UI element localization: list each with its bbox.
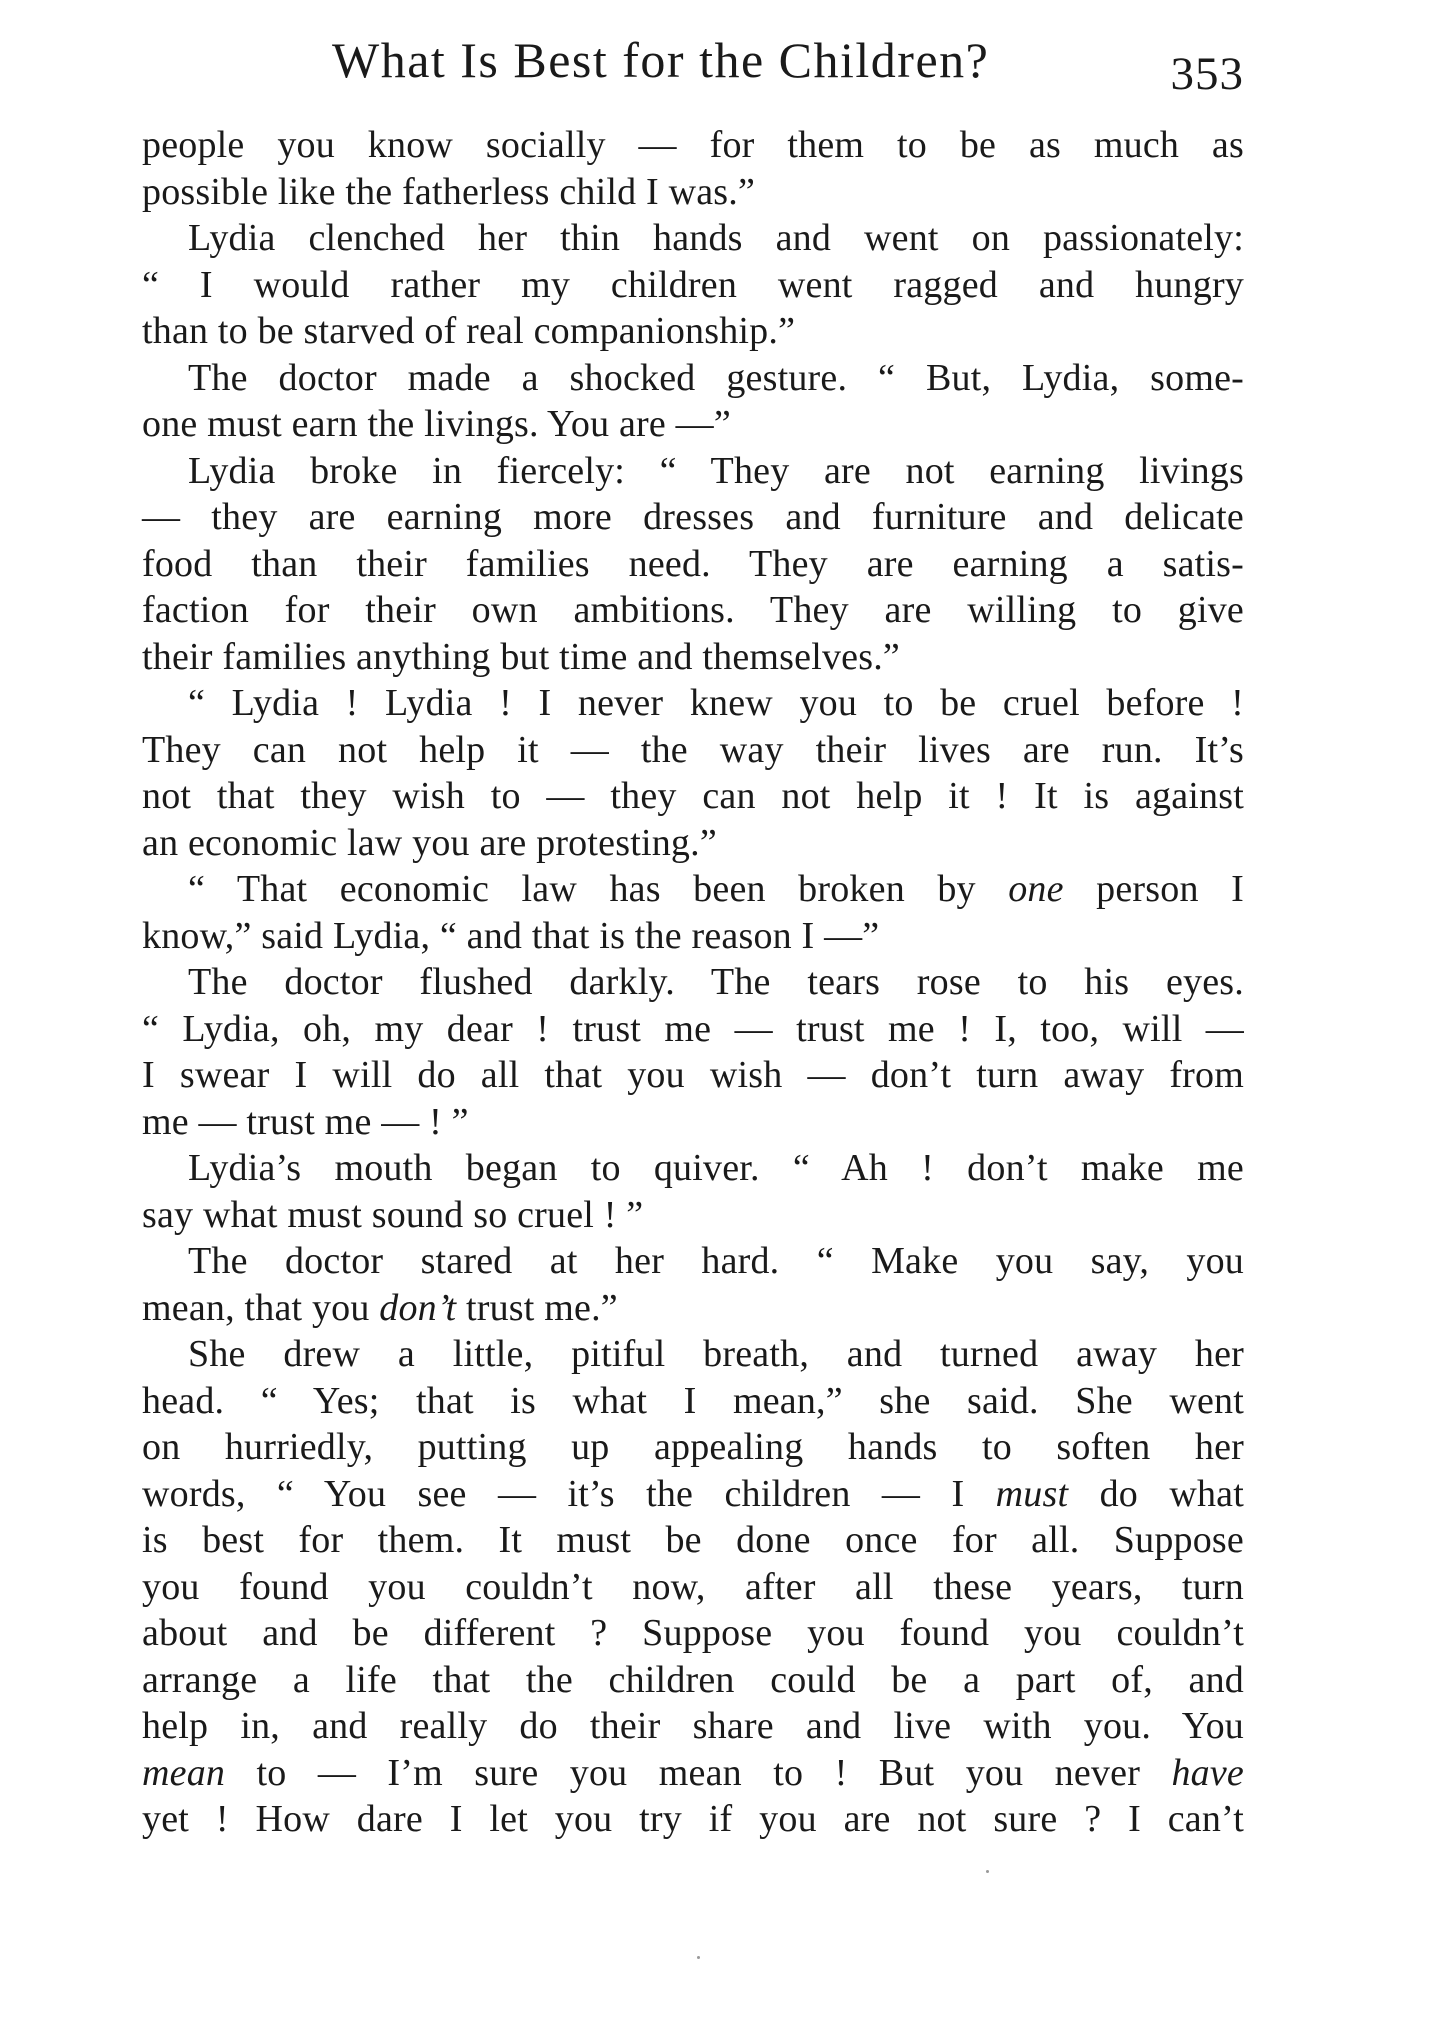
text-line: say what must sound so cruel ! ” <box>142 1193 644 1236</box>
text-line: one must earn the livings. You are —” <box>142 403 731 445</box>
text-line: me — trust me — ! ” <box>142 1100 469 1143</box>
text-line: on hurriedly, putting up appealing hands to soften her <box>142 1426 1244 1468</box>
running-title: What Is Best for the Children? <box>332 32 990 88</box>
text-line: people you know socially — for them to be as much as <box>142 124 1244 166</box>
book-page <box>142 30 1244 1843</box>
text-line: an economic law you are protesting.” <box>142 821 717 864</box>
text-line: They can not help it — the way their lives are run. It’s <box>142 728 1244 771</box>
text-line: Lydia clenched her thin hands and went on passionately: <box>188 217 1244 259</box>
text-line: The doctor made a shocked gesture. “ But, Lydia, some- <box>188 356 1244 399</box>
text-line: mean to — I’m sure you mean to ! But you never have <box>142 1751 1244 1794</box>
text-line: The doctor stared at her hard. “ Make you say, you <box>188 1240 1244 1282</box>
text-line: “ That economic law has been broken by one person I <box>188 868 1244 910</box>
text-line: mean, that you don’t trust me.” <box>142 1286 618 1329</box>
running-head <box>142 30 1244 122</box>
text-line: help in, and really do their share and live with you. You <box>142 1705 1244 1747</box>
text-line: words, “ You see — it’s the children — I must do what <box>142 1472 1244 1515</box>
text-line: I swear I will do all that you wish — don’t turn away from <box>142 1054 1244 1096</box>
text-line: possible like the fatherless child I was.” <box>142 170 756 213</box>
text-line: than to be starved of real companionship.” <box>142 310 796 352</box>
body-text <box>142 122 1244 1843</box>
text-line: not that they wish to — they can not help it ! It is against <box>142 775 1244 817</box>
text-line: Lydia broke in fiercely: “ They are not earning livings <box>188 449 1244 492</box>
text-line: The doctor flushed darkly. The tears rose to his eyes. <box>188 961 1244 1003</box>
text-line: faction for their own ambitions. They are willing to give <box>142 589 1244 631</box>
text-line: — they are earning more dresses and furniture and delicate <box>142 496 1244 538</box>
text-line: arrange a life that the children could be a part of, and <box>142 1658 1244 1701</box>
text-line: about and be different ? Suppose you found you couldn’t <box>142 1612 1244 1654</box>
text-line: “ Lydia, oh, my dear ! trust me — trust me ! I, too, will — <box>142 1007 1244 1050</box>
text-line: “ Lydia ! Lydia ! I never knew you to be cruel before ! <box>188 682 1244 724</box>
page-number: 353 <box>1170 48 1244 100</box>
text-line: is best for them. It must be done once for all. Suppose <box>142 1519 1244 1561</box>
text-line: their families anything but time and themselves.” <box>142 635 900 678</box>
paper-speck <box>697 1956 700 1959</box>
text-line: She drew a little, pitiful breath, and turned away her <box>188 1333 1244 1375</box>
text-line: yet ! How dare I let you try if you are not sure ? I can’t <box>142 1798 1244 1840</box>
text-line: “ I would rather my children went ragged and hungry <box>142 263 1244 306</box>
text-line: Lydia’s mouth began to quiver. “ Ah ! don’t make me <box>188 1147 1244 1189</box>
paper-speck <box>986 1870 989 1873</box>
text-line: food than their families need. They are earning a satis- <box>142 542 1244 585</box>
text-line: head. “ Yes; that is what I mean,” she said. She went <box>142 1379 1244 1422</box>
text-line: know,” said Lydia, “ and that is the reason I —” <box>142 914 880 957</box>
text-line: you found you couldn’t now, after all these years, turn <box>142 1565 1244 1608</box>
